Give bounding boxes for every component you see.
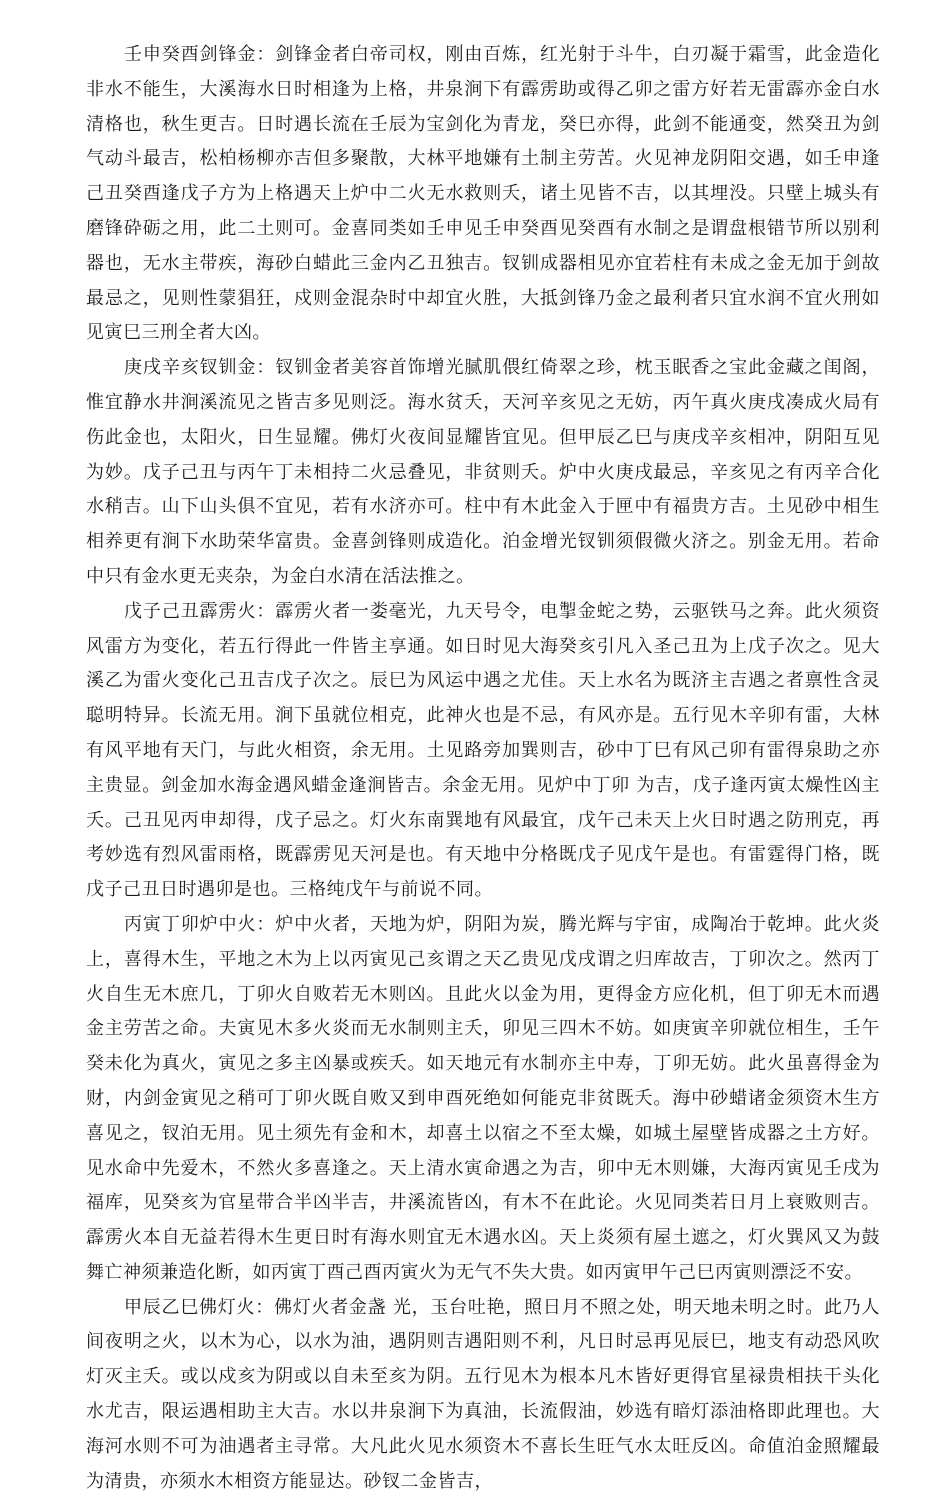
paragraph-chaichuan-jin: 庚戌辛亥钗钏金：钗钏金者美容首饰增光腻肌偎红倚翠之珍，枕玉眠香之宝此金藏之闺阁，惟宜静水井涧溪流见之皆吉多见则泛。海水贫夭，天河辛亥见之无妨，丙午真火庚戌凑成火局有伤此金也，太阳火，日生显耀。佛灯火夜间显耀皆宜见。但甲辰乙巳与庚戌辛亥相冲，阴阳互见为妙。戊子己丑与丙午丁未相持二火忌叠见，非贫则夭。炉中火庚戌最忌，辛亥见之有丙辛合化水稍吉。山下山头俱不宜见，若有水济亦可。柱中有木此金入于匣中有福贵方吉。土见砂中相生相养更有涧下水助荣华富贵。金喜剑锋则成造化。泊金增光钗钏须假微火济之。别金无用。若命中只有金水更无夹杂，为金白水清在活法推之。: [86, 357, 880, 587]
paragraph-pili-huo: 戊子己丑霹雳火：霹雳火者一娄毫光，九天号令，电掣金蛇之势，云驱铁马之奔。此火须资风雷方为变化，若五行得此一件皆主享通。如日时见大海癸亥引凡入圣己丑为上戊子次之。见大溪乙为雷火变化己丑吉戊子次之。辰巳为风运中遇之尤佳。天上水名为既济主吉遇之者禀性含灵聪明特异。长流无用。涧下虽就位相克，此神火也是不忌，有风亦是。五行见木辛卯有雷，大林有风平地有天门，与此火相资，余无用。土见路旁加巽则吉，砂中丁巳有风己卯有雷得泉助之亦主贵显。剑金加水海金遇风蜡金逢涧皆吉。余金无用。见炉中丁卯 为吉，戊子逢丙寅太燥性凶主夭。己丑见丙申却得，戊子忌之。灯火东南巽地有风最宜，戊午己未天上火日时遇之防刑克，再考妙选有烈风雷雨格，既霹雳见天河是也。有天地中分格既戊子见戊午是也。有雷霆得门格，既戊子己丑日时遇卯是也。三格纯戊午与前说不同。: [86, 600, 880, 901]
paragraph-jianfeng-jin: 壬申癸酉剑锋金：剑锋金者白帝司权，刚由百炼，红光射于斗牛，白刃凝于霜雪，此金造化非水不能生，大溪海水日时相逢为上格，井泉涧下有霹雳助或得乙卯之雷方好若无雷霹亦金白水清格也，秋生更吉。日时遇长流在壬辰为宝剑化为青龙，癸巳亦得，此剑不能通变，然癸丑为剑气动斗最吉，松柏杨柳亦吉但多聚散，大林平地嫌有土制主劳苦。火见神龙阴阳交遇，如壬申逢己丑癸酉逢戊子方为上格遇天上炉中二火无水救则夭，诸土见皆不吉，以其埋没。只壁上城头有磨锋砕砺之用，此二土则可。金喜同类如壬申见壬申癸酉见癸酉有水制之是谓盘根错节所以别利器也，无水主带疾，海砂白蜡此三金内乙丑独吉。钗钏成器相见亦宜若柱有未成之金无加于剑故最忌之，见则性蒙猖狂，戍则金混杂时中却宜火胜，大抵剑锋乃金之最利者只宜水润不宜火刑如见寅巳三刑全者大凶。: [86, 44, 880, 344]
paragraph-luzhong-huo: 丙寅丁卯炉中火：炉中火者，天地为炉，阴阳为炭，腾光辉与宇宙，成陶冶于乾坤。此火炎上，喜得木生，平地之木为上以丙寅见己亥谓之天乙贵见戊戌谓之归库故吉，丁卯次之。然丙丁火自生无木庶几，丁卯火自败若无木则凶。且此火以金为用，更得金方应化机，但丁卯无木而遇金主劳苦之命。夫寅见木多火炎而无水制则主夭，卯见三四木不妨。如庚寅辛卯就位相生，壬午癸未化为真火，寅见之多主凶暴或疾夭。如天地元有水制亦主中寿，丁卯无妨。此火虽喜得金为财，内剑金寅见之稍可丁卯火既自败又到申酉死绝如何能克非贫既夭。海中砂蜡诸金须资木生方喜见之，钗泊无用。见土须先有金和木，却喜土以宿之不至太燥，如城土屋壁皆成器之土方好。见水命中先爱木，不然火多喜逢之。天上清水寅命遇之为吉，卯中无木则嫌，大海丙寅见壬戌为福库，见癸亥为官星带合半凶半吉，井溪流皆凶，有木不在此论。火见同类若日月上衰败则吉。霹雳火本自无益若得木生更日时有海水则宜无木遇水凶。天上炎须有屋土遮之，灯火巽风又为鼓舞亡神须兼造化断，如丙寅丁酉己酉丙寅火为无气不失大贵。如丙寅甲午己巳丙寅则漂泛不安。: [86, 913, 880, 1283]
paragraph-fodeng-huo: 甲辰乙巳佛灯火：佛灯火者金盏 光，玉台吐艳，照日月不照之处，明天地未明之时。此乃人间夜明之火，以木为心，以水为油，遇阴则吉遇阳则不利，凡日时忌再见辰巳，地支有动恐风吹灯灭主夭。或以戍亥为阴或以自未至亥为阴。五行见木为根本凡木皆好更得官星禄贵相扶干头化水尤吉，限运遇相助主大吉。水以井泉涧下为真油，长流假油，妙选有暗灯添油格即此理也。大海河水则不可为油遇者主寻常。大凡此火见水须资木不喜长生旺气水太旺反凶。命值泊金照耀最为清贵，亦须水木相资方能显达。砂钗二金皆吉，: [86, 1296, 880, 1492]
